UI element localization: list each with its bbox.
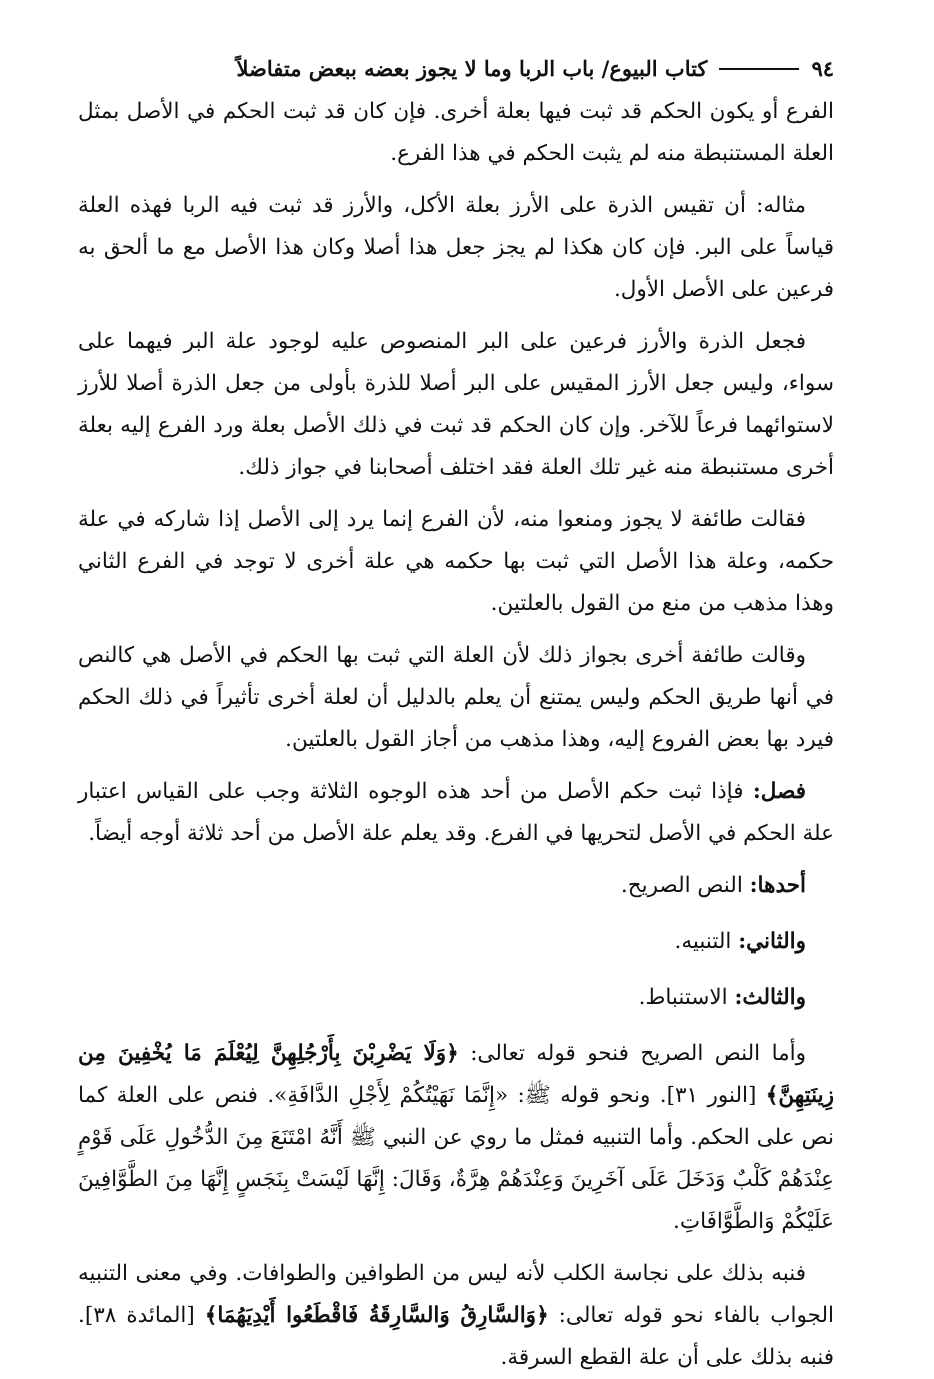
nass-text-cont: [النور ٣١]. ونحو قوله ﷺ: «إِنَّمَا نَهَيْتُكُمْ لِأَجْلِ الدَّافَةِ». فنص على العلة كما نص على الحكم. وأما التنبيه فمثل ما روي عن النبي ﷺ أَنَّهُ امْتَنَعَ مِنَ الدُّخُولِ عَلَى قَوْمٍ عِنْدَهُمْ كَلْبٌ وَدَخَلَ عَلَى آخَرِينَ وَعِنْدَهُمْ هِرَّةٌ، وَقَالَ: إِنَّهَا لَيْسَتْ بِنَجَسٍ إِنَّهَا مِنَ الطَّوَّافِينَ عَلَيْكُمْ وَالطَّوَّافَاتِ. [78,1083,834,1234]
page-header [78,56,834,91]
paragraph: فجعل الذرة والأرز فرعين على البر المنصوص عليه لوجود علة البر فيهما على سواء، وليس جعل الأرز المقيس على البر أصلا للذرة بأولى من جعل الذرة أصلا للأرز لاستوائهما فرعاً للآخر. وإن كان الحكم قد ثبت في ذلك الأصل بعلة ورد الفرع إليه بعلة أخرى مستنبطة منه غير تلك العلة فقد اختلف أصحابنا في جواز ذلك. [78,329,834,480]
nass-paragraph [78,1033,834,1243]
paragraph: الفرع أو يكون الحكم قد ثبت فيها بعلة أخرى. فإن كان قد ثبت الحكم في الأصل بمثل العلة المستنبطة منه لم يثبت الحكم في هذا الفرع. [78,99,834,166]
fasl-paragraph [78,771,834,855]
list-item [78,865,834,907]
list-item-label: والثاني: [738,929,806,954]
page-body [78,91,834,1379]
list-item [78,921,834,963]
fasl-label: فصل: [752,779,806,804]
list-item-label: والثالث: [734,985,806,1010]
paragraph: وقالت طائفة أخرى بجواز ذلك لأن العلة التي ثبت بها الحكم في الأصل هي كالنص في أنها طريق الحكم وليس يمتنع أن يعلم بالدليل أن لعلة أخرى تأثيراً في ذلك الحكم فيرد بها بعض الفروع إليه، وهذا مذهب من أجاز القول بالعلتين. [78,643,834,752]
tanbih-text-cont: [المائدة ٣٨]. فنبه بذلك على أن علة القطع السرقة. [78,1303,834,1370]
fasl-text: فإذا ثبت حكم الأصل من أحد هذه الوجوه الثلاثة وجب على القياس اعتبار علة الحكم في الأصل لتحريها في الفرع. وقد يعلم علة الأصل من أحد ثلاثة أوجه أيضاً. [78,779,834,846]
paragraph: فقالت طائفة لا يجوز ومنعوا منه، لأن الفرع إنما يرد إلى الأصل إذا شاركه في علة حكمه، وعلة هذا الأصل التي ثبت بها حكمه هي علة أخرى لا توجد في الفرع الثاني وهذا مذهب من منع من القول بالعلتين. [78,507,834,616]
list-item-text: الاستنباط. [638,985,735,1010]
tanbih-text: فنبه بذلك على نجاسة الكلب لأنه ليس من الطوافين والطوافات. وفي معنى التنبيه الجواب بالفاء نحو قوله تعالى: [78,1261,834,1328]
list-item-text: التنبيه. [674,929,739,954]
list-item-text: النص الصريح. [620,873,750,898]
list-item-label: أحدها: [749,873,806,898]
quran-quote: ﴿وَالسَّارِقُ وَالسَّارِقَةُ فَاقْطَعُوا أَيْدِيَهُمَا﴾ [204,1303,549,1328]
page-number: ٩٤ [811,56,834,81]
paragraph: مثاله: أن تقيس الذرة على الأرز بعلة الأكل، والأرز قد ثبت فيه الربا فهذه العلة قياساً على البر. فإن كان هكذا لم يجز جعل هذا أصلا وكان هذا الأصل مع ما ألحق به فرعين على الأصل الأول. [78,193,834,302]
nass-text: وأما النص الصريح فنحو قوله تعالى: [458,1041,806,1066]
quran-quote: ﴿وَلَا يَضْرِبْنَ بِأَرْجُلِهِنَّ لِيُعْلَمَ مَا يُخْفِينَ مِن زِينَتِهِنَّ﴾ [78,1041,834,1108]
header-rule [719,68,799,70]
list-item [78,977,834,1019]
tanbih-paragraph [78,1253,834,1379]
running-title: كتاب البيوع/ باب الربا وما لا يجوز بعضه ببعض متفاضلاً [236,56,708,81]
